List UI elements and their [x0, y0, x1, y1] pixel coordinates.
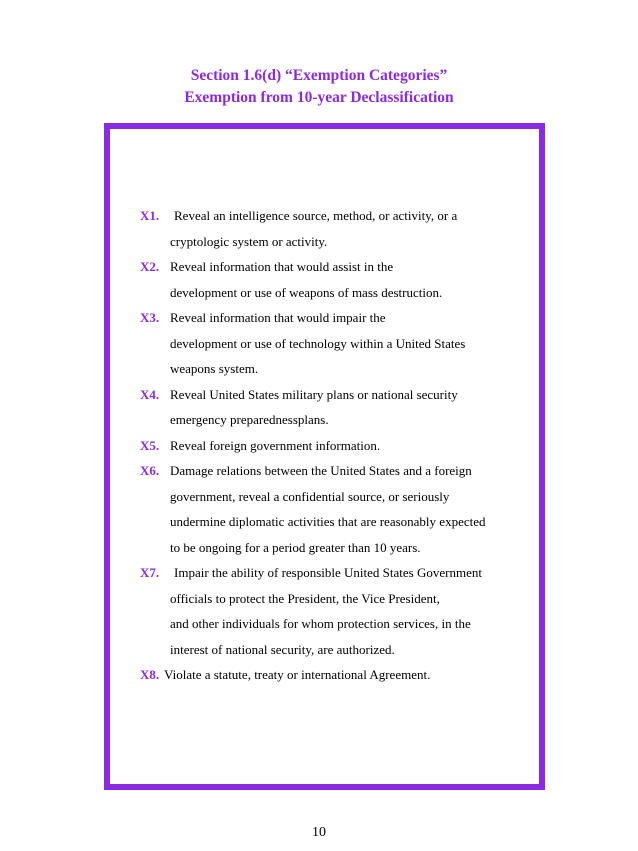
exemption-text-line: Violate a statute, treaty or international Agreement. — [164, 667, 431, 682]
exemption-text-line: Reveal information that would assist in the — [170, 259, 394, 274]
exemption-item-x7 — [140, 560, 536, 662]
exemption-text-line: development or use of weapons of mass destruction. — [170, 284, 443, 300]
exemption-item-x1 — [140, 203, 536, 254]
exemption-code: X7. — [140, 565, 160, 580]
exemption-item-x5 — [140, 433, 536, 459]
exemption-text-line: undermine diplomatic activities that are reasonably expected — [170, 514, 486, 529]
exemption-categories-frame — [104, 123, 545, 790]
exemption-code: X5. — [140, 437, 160, 453]
exemption-text-line: Reveal foreign government information. — [170, 437, 381, 453]
exemption-item-x6 — [140, 458, 536, 560]
exemption-text-line: Reveal United States military plans or national security — [170, 386, 458, 402]
exemption-text-line: and other individuals for whom protection services, in the — [170, 616, 471, 631]
exemption-text-line: weapons system. — [170, 361, 259, 376]
exemption-text-line: emergency preparednessplans. — [170, 412, 329, 427]
exemption-code: X2. — [140, 259, 160, 274]
exemption-text-line: interest of national security, are authorized. — [170, 641, 395, 657]
exemption-item-x4 — [140, 382, 536, 433]
exemption-code: X4. — [140, 386, 160, 402]
section-title: Section 1.6(d) “Exemption Categories” — [190, 67, 448, 84]
exemption-item-x2 — [140, 254, 536, 305]
exemption-list — [140, 203, 536, 688]
exemption-code: X8. — [140, 667, 160, 682]
exemption-text-line: Reveal an intelligence source, method, or activity, or a — [174, 208, 458, 223]
exemption-text-line: to be ongoing for a period greater than 10 years. — [170, 539, 421, 555]
exemption-code: X6. — [140, 463, 160, 478]
exemption-text-line: development or use of technology within a United States — [170, 335, 466, 351]
exemption-code: X1. — [140, 208, 160, 223]
exemption-text-line: government, reveal a confidential source, or seriously — [170, 488, 450, 504]
exemption-code: X3. — [140, 310, 160, 325]
section-subtitle: Exemption from 10-year Declassification — [184, 89, 454, 106]
exemption-item-x3 — [140, 305, 536, 382]
exemption-text-line: Reveal information that would impair the — [170, 310, 386, 325]
exemption-text-line: cryptologic system or activity. — [170, 233, 328, 249]
page-number: 10 — [312, 825, 326, 840]
exemption-text-line: officials to protect the President, the Vice President, — [170, 590, 440, 606]
exemption-item-x8 — [140, 662, 536, 688]
exemption-text-line: Damage relations between the United States and a foreign — [170, 463, 472, 478]
exemption-text-line: Impair the ability of responsible United States Government — [174, 565, 482, 580]
